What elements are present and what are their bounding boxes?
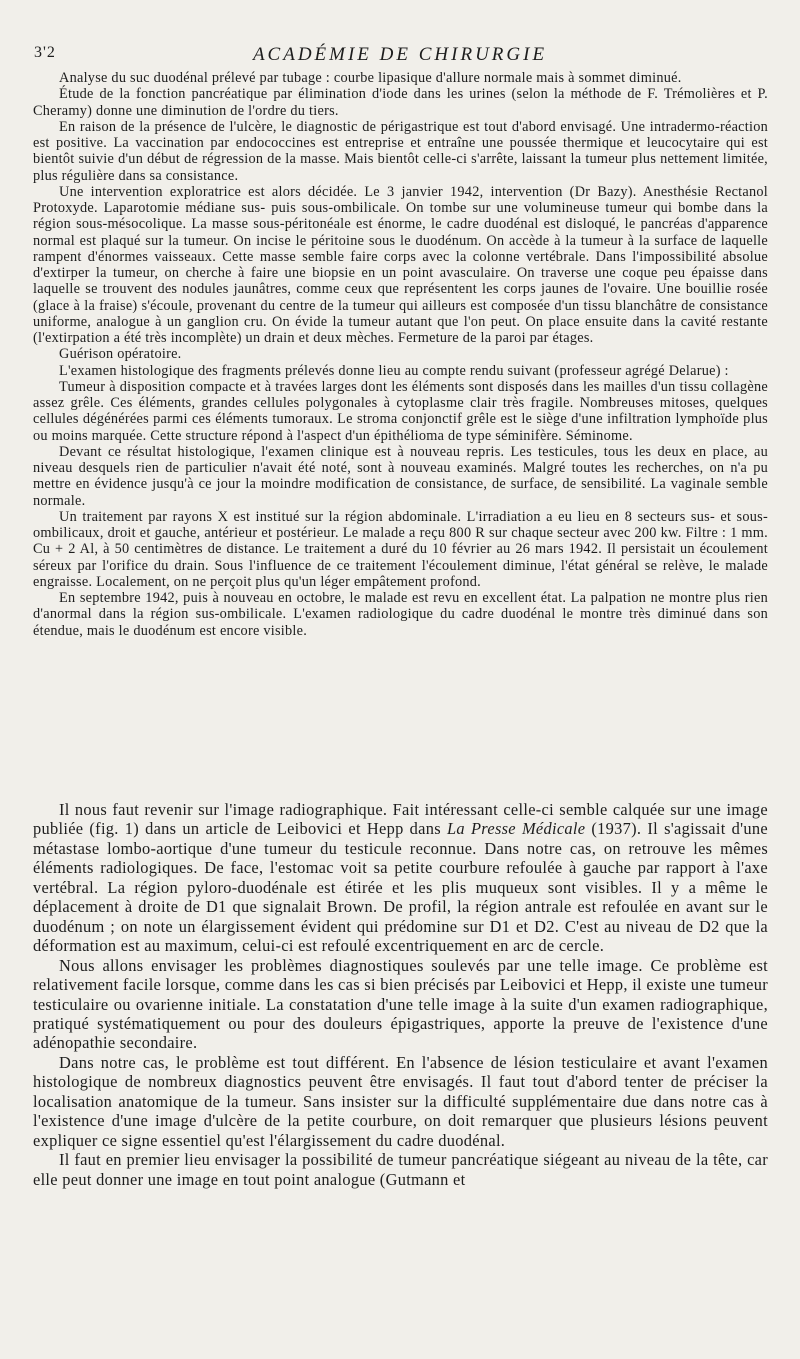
paragraph-follow-up: En septembre 1942, puis à nouveau en octobre, le malade est revu en excellent état. La palpation ne montre plus rien d'anormal dans la région sus-ombilicale. L'examen radiologique du cadre duodénal le montre très diminué dans son étendue, mais le duodénum est encore visible. bbox=[33, 590, 768, 639]
paragraph-xray-treatment: Un traitement par rayons X est institué sur la région abdominale. L'irradiation a eu lieu en 8 secteurs sus- et sous-ombilicaux, droit et gauche, antérieur et postérieur. Le malade a reçu 800 R sur chaque secteur avec 200 kw. Filtre : 1 mm. Cu + 2 Al, à 50 centimètres de distance. Le traitement a duré du 10 février au 26 mars 1942. Il persistait un écoulement séreux par l'orifice du drain. Sous l'influence de ce traitement l'écoulement diminue, l'état général se relève, le malade engraisse. Localement, on ne perçoit plus qu'un léger empâtement profond. bbox=[33, 508, 768, 590]
paragraph-our-case: Dans notre cas, le problème est tout différent. En l'absence de lésion testiculaire et avant l'examen histologique de nombreux diagnostics peuvent être envisagés. Il faut tout d'abord tenter de préciser la localisation anatomique de la tumeur. Sans insister sur la difficulté supplémentaire due dans notre cas à l'existence d'une image d'ulcère de la petite courbure, on doit remarquer que plusieurs lésions peuvent expliquer ce signe essentiel qu'est l'élargissement du cadre duodénal. bbox=[33, 1052, 768, 1150]
running-title: ACADÉMIE DE CHIRURGIE bbox=[252, 44, 548, 65]
page-number: 3'2 bbox=[34, 44, 56, 61]
radiographic-text-end: (1937). Il s'agissait d'une métastase lombo-aortique d'une tumeur du testicule reconnue. Dans notre cas, on retrouve les mêmes éléments radiologiques. De face, l'estomac voit sa petite courbure refoulée à gauche par rapport à l'axe vertébral. La région pyloro-duodénale est étirée et les plis muqueux sont visibles. Il y a même le déplacement à droite de D1 que signalait Brown. De profil, la région antrale est refoulée en avant sur le duodénum ; on note un élargissement évident qui prédomine sur D1 et D2. C'est au niveau de D2 que la déformation est au maximum, celui-ci est refoulé excentriquement en arc de cercle. bbox=[33, 819, 768, 956]
radiographic-text-start: Il nous faut revenir sur l'image radiographique. Fait intéressant celle-ci semble calquée sur une image publiée (fig. 1) dans un article de Leibovici et Hepp dans bbox=[33, 800, 768, 839]
paragraph-histology-report: Tumeur à disposition compacte et à travées larges dont les éléments sont disposés dans les mailles d'un tissu collagène assez grêle. Ces éléments, grandes cellules polygonales à cytoplasme clair très fragile. Nombreuses mitoses, quelques cellules dégénérées parmi ces éléments tumoraux. Le stroma conjonctif grêle est le siège d'une infiltration lymphoïde plus ou moins marquée. Cette structure répond à l'aspect d'un épithélioma de type séminifère. Séminome. bbox=[33, 378, 768, 444]
page-header bbox=[34, 44, 766, 68]
paragraph-duodenal-analysis: Analyse du suc duodénal prélevé par tubage : courbe lipasique d'allure normale mais à sommet diminué. bbox=[59, 70, 682, 86]
paragraph-exploratory-intervention: Une intervention exploratrice est alors décidée. Le 3 janvier 1942, intervention (Dr Bazy). Anesthésie Rectanol Protoxyde. Laparotomie médiane sus- puis sous-ombilicale. On tombe sur une volumineuse tumeur qui bombe dans la région sous-mésocolique. La masse sous-péritonéale est énorme, le cadre duodénal est disloqué, le pancréas d'apparence normal est plaqué sur la tumeur. On incise le péritoine sous le duodénum. On accède à la tumeur à la surface de laquelle rampent d'énormes vaisseaux. Cette masse semble faire corps avec la colonne vertébrale. Dans l'impossibilité absolue d'extirper la tumeur, on cherche à faire une biopsie en un point avasculaire. On traverse une coque peu épaisse dans laquelle se trouvent des nodules jaunâtres, comme ceux que représentent les corps jaunes de l'ovaire. Une bouillie rosée (glace à la fraise) s'écoule, provenant du centre de la tumeur qui ailleurs est composée d'un tissu blanchâtre de consistance uniforme, analogue à un ganglion cru. On évide la tumeur autant que l'on peut. On place ensuite dans la cavité restante (l'extirpation a été très incomplète) un drain et deux mèches. Fermeture de la paroi par étages. bbox=[33, 183, 768, 346]
paragraph-operative-recovery: Guérison opératoire. bbox=[59, 346, 182, 363]
paragraph-pancreatic-tumor: Il faut en premier lieu envisager la possibilité de tumeur pancréatique siégeant au niveau de la tête, car elle peut donner une image en tout point analogue (Gutmann et bbox=[33, 1150, 768, 1189]
paragraph-diagnostic-problems: Nous allons envisager les problèmes diagnostiques soulevés par une telle image. Ce problème est relativement facile lorsque, comme dans les cas si bien précisés par Leibovici et Hepp, il existe une tumeur testiculaire ou ovarienne initiale. La constatation d'une telle image à la suite d'un examen radiographique, pratiqué systématiquement ou pour des douleurs épigastriques, apporte la preuve de l'existence d'une adénopathie secondaire. bbox=[33, 955, 768, 1053]
case-report-section bbox=[33, 70, 768, 639]
paragraph-radiographic-image bbox=[33, 800, 768, 956]
journal-title: La Presse Médicale bbox=[447, 819, 586, 839]
paragraph-clinical-reexam: Devant ce résultat histologique, l'examen clinique est à nouveau repris. Les testicules, tous les deux en place, au niveau desquels rien de particulier n'avait été noté, sont à nouveau examinés. Malgré toutes les recherches, on n'a pu mettre en évidence jusqu'à ce jour la moindre modification de consistance, de surface, de sensibilité. La vaginale semble normale. bbox=[33, 443, 768, 509]
paragraph-histology-intro: L'examen histologique des fragments prélevés donne lieu au compte rendu suivant (professeur agrégé Delarue) : bbox=[59, 362, 729, 379]
discussion-section bbox=[33, 800, 768, 1189]
paragraph-pancreatic-function: Étude de la fonction pancréatique par élimination d'iode dans les urines (selon la méthode de F. Trémolières et P. Cheramy) donne une diminution de l'ordre du tiers. bbox=[33, 86, 768, 119]
paragraph-initial-diagnosis: En raison de la présence de l'ulcère, le diagnostic de périgastrique est tout d'abord envisagé. Une intradermo-réaction est positive. La vaccination par endococcines est entreprise et entraîne une poussée thermique et leucocytaire qui est bientôt suivie d'un début de régression de la masse. Mais bientôt celle-ci s'arrête, laissant la tumeur plus nettement limitée, plus régulière dans sa consistance. bbox=[33, 118, 768, 184]
